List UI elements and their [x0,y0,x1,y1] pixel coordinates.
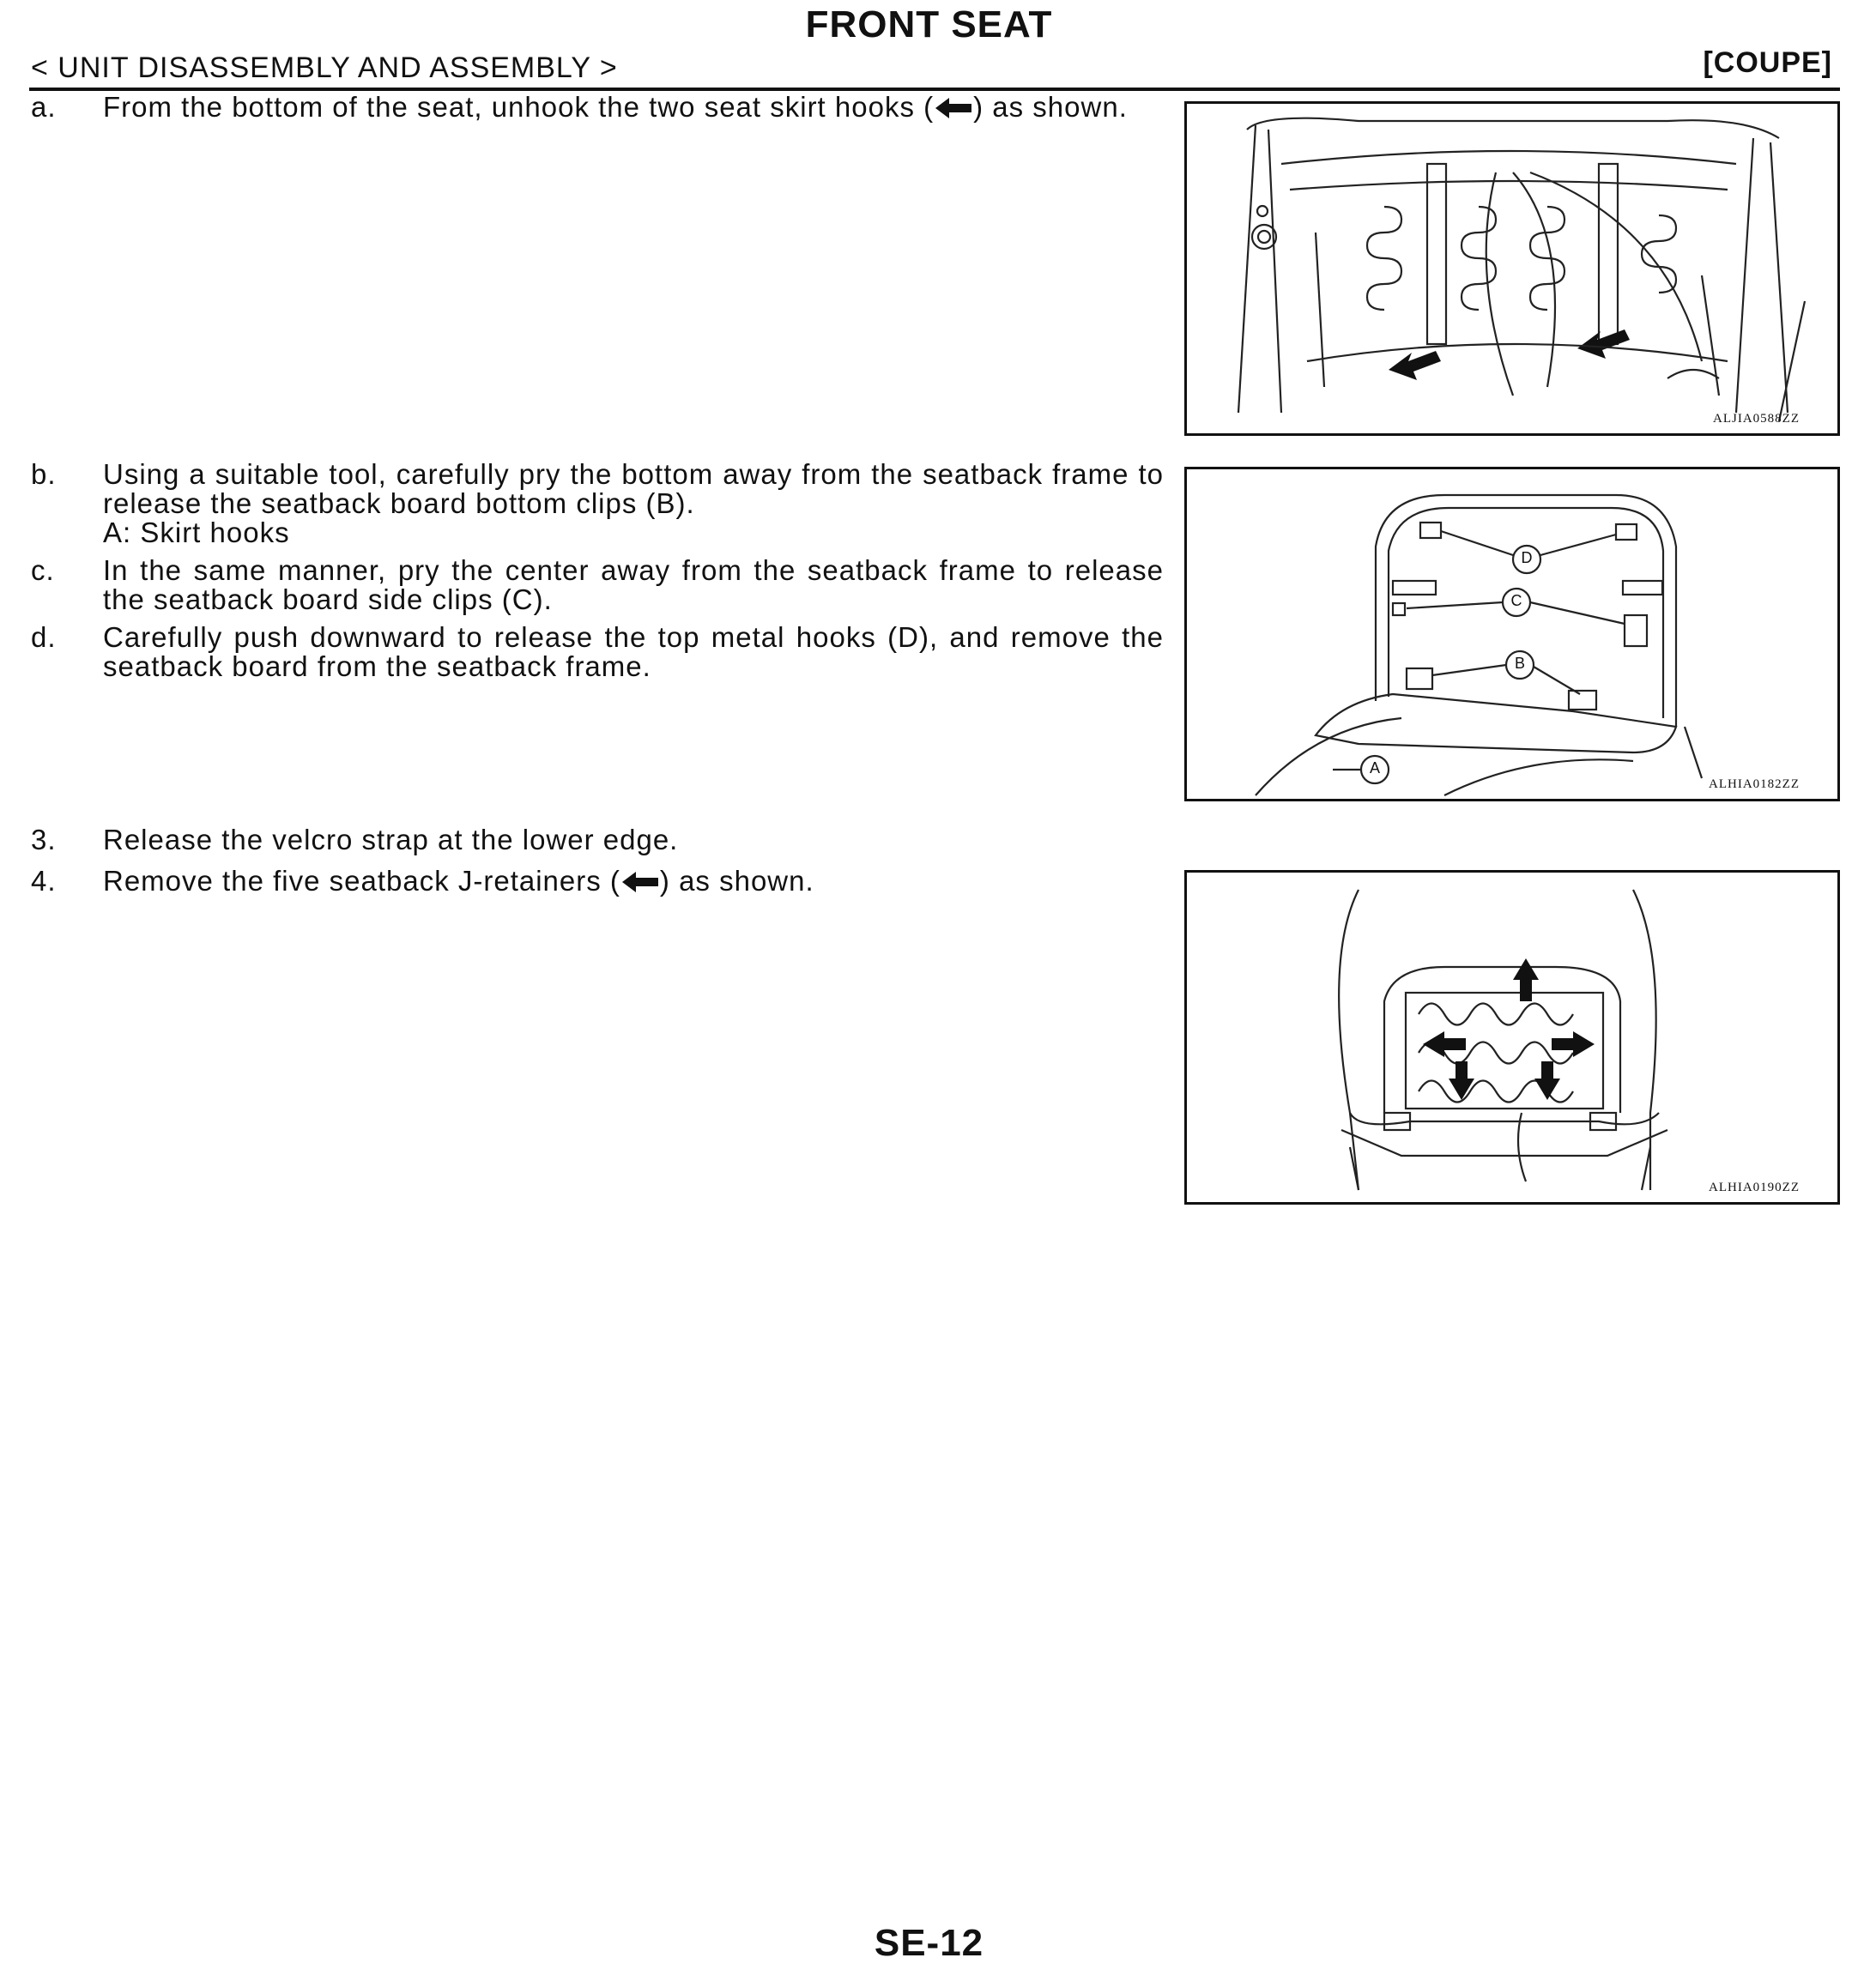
figure-code: ALHIA0182ZZ [1709,777,1800,791]
step-label: 4. [31,865,57,897]
callout-b: B [1514,655,1525,672]
step-label: a. [31,91,57,123]
step-text: Carefully push downward to release the top metal hooks (D), and remove the seatback board from the seatback frame. [103,621,1164,682]
figure-seatback-j-retainers [1184,870,1840,1205]
step-3 [31,825,1164,855]
arrow-left-icon [934,97,973,119]
step-label: c. [31,554,55,586]
step-text: Release the velcro strap at the lower edge. [103,824,679,855]
seatback-frame-illustration [1187,873,1840,1205]
callout-a: A [1369,759,1380,776]
step-text: Remove the five seatback J-retainers ( [103,865,620,897]
figure-code: ALHIA0190ZZ [1709,1181,1800,1194]
step-text-end: ) as shown. [659,865,814,897]
step-text-end: ) as shown. [973,91,1128,123]
step-b [31,460,1164,547]
step-text: From the bottom of the seat, unhook the two seat skirt hooks ( [103,91,935,123]
step-label: 3. [31,824,57,855]
figure-seat-skirt-hooks [1184,101,1840,436]
model-label: [COUPE] [1703,46,1832,79]
step-a [31,93,1164,122]
page-title: FRONT SEAT [805,3,1053,45]
section-heading: < UNIT DISASSEMBLY AND ASSEMBLY > [31,51,618,84]
seatback-board-illustration [1187,469,1840,801]
seat-bottom-illustration [1187,104,1840,436]
callout-c: C [1510,592,1522,609]
step-label: d. [31,621,57,653]
step-label: b. [31,458,57,490]
page-number: SE-12 [874,1922,984,1964]
step-text: In the same manner, pry the center away from the seatback frame to release the seatback board side clips (C). [103,554,1164,615]
figure-seatback-board-clips [1184,467,1840,801]
callout-d: D [1521,549,1533,566]
figure-code: ALJIA0588ZZ [1713,412,1800,426]
step-note: A: Skirt hooks [103,517,290,548]
step-text: Using a suitable tool, carefully pry the bottom away from the seatback frame to release the seatback board bottom clips (B). [103,458,1164,519]
arrow-left-icon [620,871,660,893]
step-4 [31,867,1164,896]
step-d [31,623,1164,681]
step-c [31,556,1164,614]
